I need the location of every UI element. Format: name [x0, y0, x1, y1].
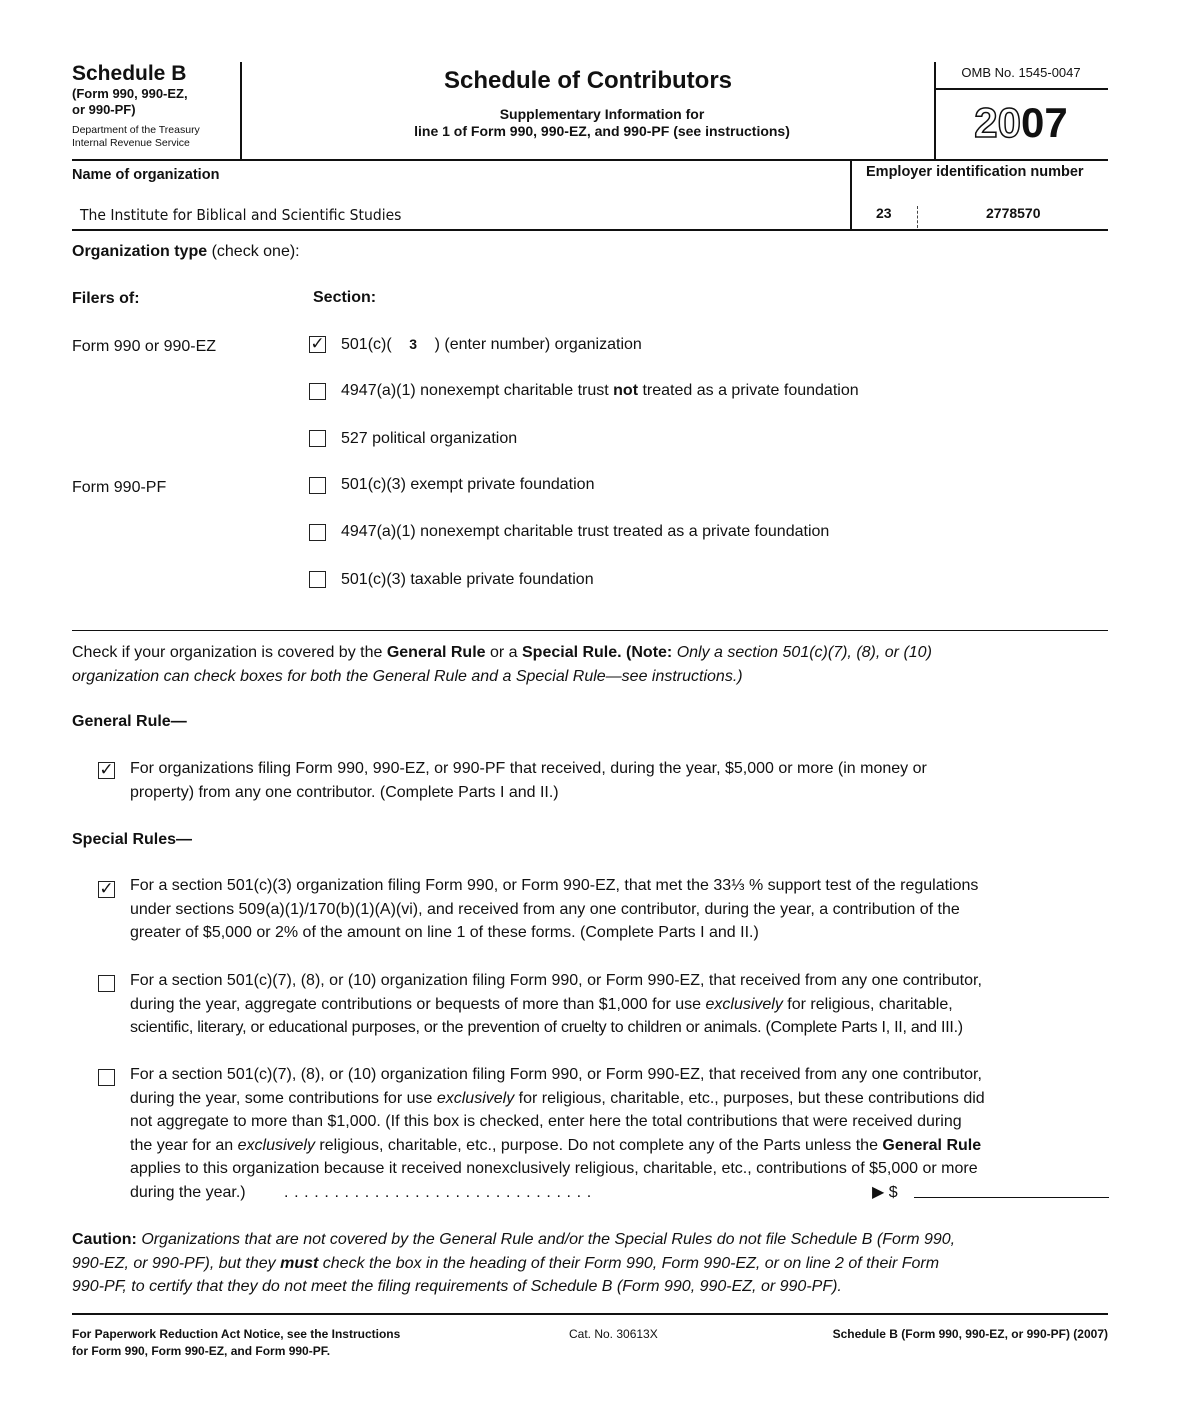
subtitle-1: Supplementary Information for	[499, 106, 705, 122]
caution-text: Caution: Organizations that are not covered by the General Rule and/or the Special Rules do not file Schedule B (Form 990, 990-EZ, or 990-PF), but they must check the box in the heading of their Form 990, Form 990-EZ, or on line 2 of their Form 990-PF, to certify that they do not meet the filing requirements of Schedule B (Form 990, 990-EZ, or 990-PF).	[72, 1231, 956, 1295]
checkbox-general-rule[interactable]: ✓	[99, 760, 114, 780]
special-rule-3-amount-field[interactable]	[914, 1197, 1109, 1198]
form-ref-2: or 990-PF)	[72, 102, 136, 117]
name-bottom-rule	[72, 229, 1108, 231]
general-rule-heading: General Rule—	[72, 713, 187, 730]
checkbox-501c[interactable]: ✓	[310, 334, 325, 354]
form-ref: (Form 990, 990-EZ,	[72, 86, 188, 101]
special-rules-heading: Special Rules—	[72, 831, 193, 848]
option-501c3-exempt-pf: 501(c)(3) exempt private foundation	[341, 476, 595, 493]
omb-rule	[936, 88, 1108, 90]
form-id-block	[72, 62, 240, 150]
checkbox-special-rule-3[interactable]	[98, 1069, 115, 1086]
schedule-title: Schedule B	[72, 62, 187, 85]
omb-number: OMB No. 1545-0047	[961, 65, 1081, 80]
dept-line-2: Internal Revenue Service	[72, 137, 190, 149]
ein-prefix[interactable]: 23	[876, 205, 892, 221]
form-990pf-label: Form 990-PF	[72, 479, 167, 496]
organization-name[interactable]: The Institute for Biblical and Scientific Studies	[80, 206, 402, 224]
ein-separator	[917, 206, 918, 228]
tax-year-bold: 07	[1021, 99, 1068, 146]
checkbox-4947-pf[interactable]	[309, 524, 326, 541]
section-label: Section:	[313, 289, 377, 306]
general-rule-text: For organizations filing Form 990, 990-EZ, or 990-PF that received, during the year, $5,000 or more (in money or property) from any one contributor. (Complete Parts I and II.)	[130, 760, 927, 801]
checkbox-special-rule-1[interactable]: ✓	[99, 879, 114, 899]
catalog-number: Cat. No. 30613X	[569, 1327, 658, 1341]
org-type-label: Organization type (check one):	[72, 243, 300, 260]
checkbox-special-rule-2[interactable]	[98, 975, 115, 992]
option-4947-not-pf: 4947(a)(1) nonexempt charitable trust not treated as a private foundation	[341, 382, 859, 399]
checkbox-501c3-taxable-pf[interactable]	[309, 571, 326, 588]
filers-of-label: Filers of:	[72, 290, 140, 307]
option-501c: 501(c)( 3 ) (enter number) organization	[341, 332, 642, 357]
name-label: Name of organization	[72, 167, 220, 183]
option-527: 527 political organization	[341, 430, 518, 447]
leader-dots: . . . . . . . . . . . . . . . . . . . . . . . . . . . . . . .	[284, 1183, 592, 1201]
rules-intro: Check if your organization is covered by the General Rule or a Special Rule. (Note: Only a section 501(c)(7), (8), or (10) organization can check boxes for both the General Rule and a Special Rule—see instructions.)	[72, 644, 932, 685]
option-4947-pf: 4947(a)(1) nonexempt charitable trust treated as a private foundation	[341, 523, 830, 540]
option-501c-number[interactable]: 3	[409, 336, 418, 352]
ein-suffix[interactable]: 2778570	[986, 205, 1041, 221]
main-title: Schedule of Contributors	[444, 67, 732, 94]
checkbox-501c3-exempt-pf[interactable]	[309, 477, 326, 494]
option-501c3-taxable-pf: 501(c)(3) taxable private foundation	[341, 571, 594, 588]
subtitle-2: line 1 of Form 990, 990-EZ, and 990-PF (see instructions)	[414, 123, 790, 139]
dept-line-1: Department of the Treasury	[72, 124, 200, 136]
footer-rule	[72, 1313, 1108, 1315]
rules-top-rule	[72, 630, 1108, 631]
tax-year	[936, 98, 1106, 148]
footer-right: Schedule B (Form 990, 990-EZ, or 990-PF) (2007)	[832, 1327, 1108, 1341]
ein-divider	[850, 159, 852, 231]
amount-arrow: ▶ $	[872, 1183, 898, 1201]
tax-year-outline: 20	[974, 99, 1021, 146]
footer-left: For Paperwork Reduction Act Notice, see the Instructions for Form 990, Form 990-EZ, and Form 990-PF.	[72, 1327, 401, 1358]
special-rule-2-text: For a section 501(c)(7), (8), or (10) organization filing Form 990, or Form 990-EZ, that received from any one contributor, during the year, aggregate contributions or bequests of more than $1,000 for use exclusively for religious, charitable, scientific, literary, or educational purposes, or the prevention of cruelty to children or animals. (Complete Parts I, II, and III.)	[130, 972, 982, 1036]
ein-label: Employer identification number	[866, 164, 1084, 180]
form-990-label: Form 990 or 990-EZ	[72, 338, 217, 355]
special-rule-1-text: For a section 501(c)(3) organization filing Form 990, or Form 990-EZ, that met the 33⅓ % support test of the regulations under sections 509(a)(1)/170(b)(1)(A)(vi), and received from any one contributor, during the year, a contribution of the greater of $5,000 or 2% of the amount on line 1 of these forms. (Complete Parts I and II.)	[130, 877, 979, 941]
checkbox-527[interactable]	[309, 430, 326, 447]
checkbox-4947-not-pf[interactable]	[309, 383, 326, 400]
special-rule-3-text: For a section 501(c)(7), (8), or (10) organization filing Form 990, or Form 990-EZ, that received from any one contributor, during the year, some contributions for use exclusively for religious, charitable, etc., purposes, but these contributions did not aggregate to more than $1,000. (If this box is checked, enter here the total contributions that were received during the year for an exclusively religious, charitable, etc., purpose. Do not complete any of the Parts unless the General Rule applies to this organization because it received nonexclusively religious, charitable, etc., contributions of $5,000 or more during the year.) . . . . . . . . . . . . . . . . . . . . . . . . . . . . . . . ▶ $	[130, 1063, 1115, 1204]
